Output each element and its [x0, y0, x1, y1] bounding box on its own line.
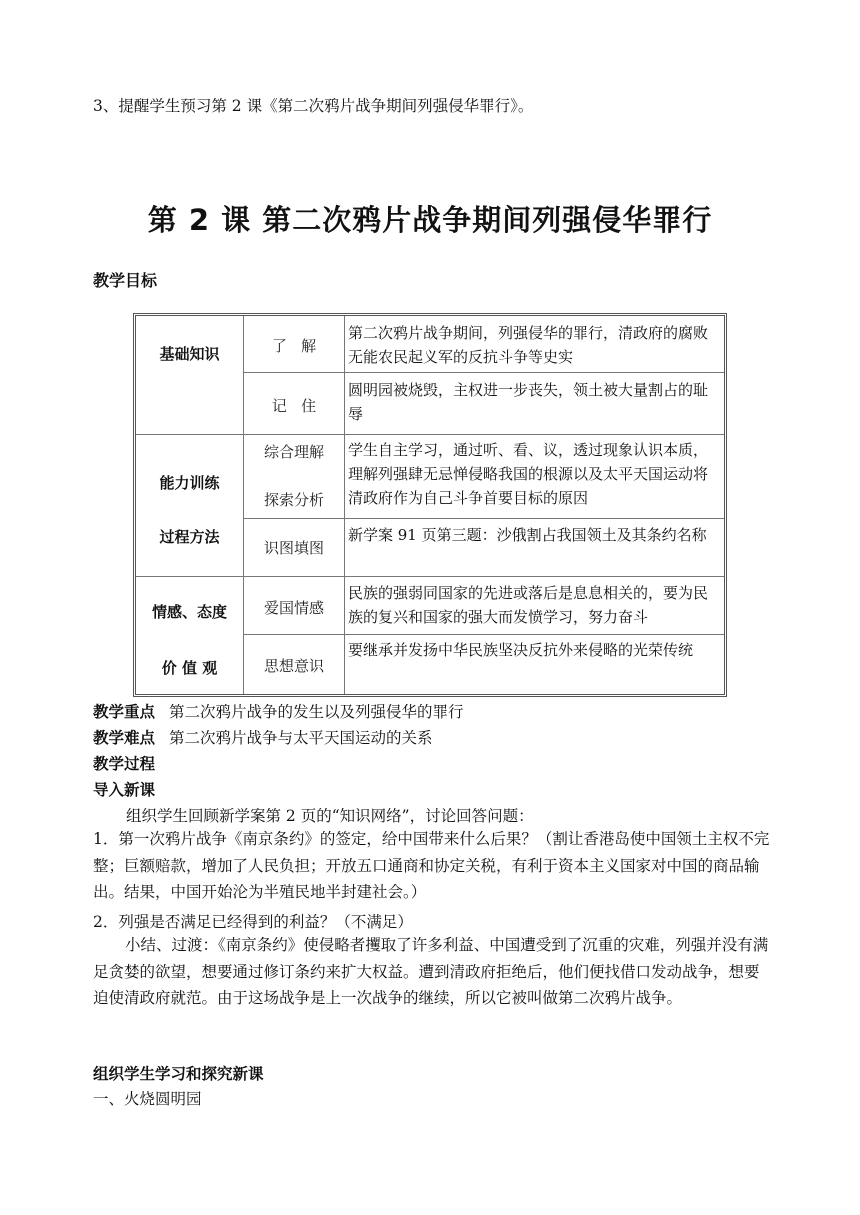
new-lesson-heading: 组织学生学习和探究新课 [93, 1065, 264, 1083]
sub-map: 识图填图 [263, 539, 324, 557]
desc-ability: 学生自主学习，通过听、看、议，透过现象认识本质，理解列强肆无忌惮侵略我国的根源以及太平天国运动将清政府作为自己斗争首要目标的原因 [348, 441, 709, 507]
desc-remember: 圆明园被烧毁，主权进一步丧失，领土被大量割占的耻辱 [348, 381, 709, 423]
key-point-row [93, 700, 464, 722]
intro-line: 3、提醒学生预习第 2 课《第二次鸦片战争期间列强侵华罪行》。 [93, 97, 534, 115]
question-one: 1．第一次鸦片战争《南京条约》的签定，给中国带来什么后果？（割让香港岛使中国领土主权不完整；巨额赔款，增加了人民负担；开放五口通商和协定关税，有利于资本主义国家对中国的商品输出。结果，中国开始沦为半殖民地半封建社会。） [93, 830, 770, 901]
objectives-heading: 教学目标 [93, 271, 158, 290]
section-one-heading: 一、火烧圆明园 [93, 1090, 202, 1108]
intro-paragraph: 组织学生回顾新学案第 2 页的“知识网络”，讨论回答问题： [126, 807, 534, 825]
desc-map: 新学案 91 页第三题：沙俄割占我国领土及其条约名称 [348, 526, 707, 544]
difficulty-text: 第二次鸦片战争与太平天国运动的关系 [169, 729, 433, 747]
lesson-title: 第 2 课 第二次鸦片战争期间列强侵华罪行 [147, 203, 713, 237]
category-process-method: 过程方法 [159, 528, 220, 546]
sub-explore: 探索分析 [263, 491, 324, 509]
sub-patriotism: 爱国情感 [263, 599, 324, 617]
key-point-text: 第二次鸦片战争的发生以及列强侵华的罪行 [169, 703, 464, 721]
difficulty-label: 教学难点 [93, 729, 156, 747]
sub-understand: 了 解 [271, 337, 317, 355]
desc-understand: 第二次鸦片战争期间，列强侵华的罪行，清政府的腐败无能农民起义军的反抗斗争等史实 [348, 324, 709, 366]
sub-comprehensive: 综合理解 [263, 443, 324, 461]
category-ability-training: 能力训练 [159, 474, 220, 492]
key-point-label: 教学重点 [93, 703, 156, 721]
process-heading: 教学过程 [93, 755, 156, 773]
intro-heading: 导入新课 [93, 781, 156, 799]
objectives-table [133, 313, 727, 697]
category-emotion-attitude: 情感、态度 [151, 603, 227, 621]
difficulty-row [93, 726, 433, 748]
question-two: 2．列强是否满足已经得到的利益？（不满足） [93, 913, 413, 931]
summary-paragraph: 小结、过渡：《南京条约》使侵略者攫取了许多利益、中国遭受到了沉重的灾难，列强并没有满足贪婪的欲望，想要通过修订条约来扩大权益。遭到清政府拒绝后，他们便找借口发动战争，想要迫使清政府就范。由于这场战争是上一次战争的继续，所以它被叫做第二次鸦片战争。 [93, 936, 769, 1007]
category-values: 价 值 观 [161, 659, 218, 677]
category-basic-knowledge: 基础知识 [159, 345, 220, 363]
sub-ideology: 思想意识 [263, 657, 324, 675]
desc-patriotism: 民族的强弱同国家的先进或落后是息息相关的，要为民族的复兴和国家的强大而发愤学习，努力奋斗 [348, 584, 709, 626]
desc-ideology: 要继承并发扬中华民族坚决反抗外来侵略的光荣传统 [348, 641, 694, 659]
sub-remember: 记 住 [271, 397, 317, 415]
